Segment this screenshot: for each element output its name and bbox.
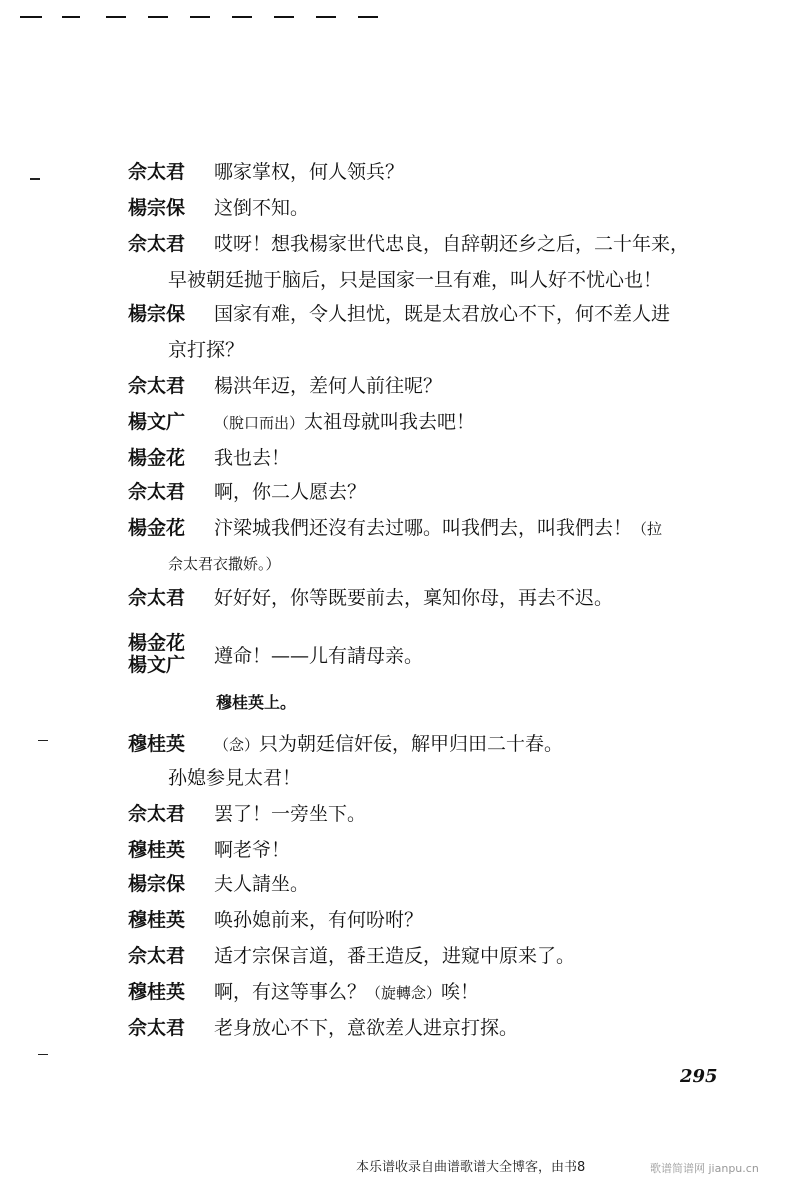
speaker-name: 楊宗保 [128,197,186,219]
stage-note: （拉 [632,520,663,538]
dialogue-text: 太祖母就叫我去吧！ [304,411,476,433]
dialogue-line [128,446,290,470]
dialogue-text: 啊，有这等事么？ [214,981,367,1003]
dialogue-text: 遵命！——儿有請母亲。 [214,645,424,667]
dialogue-line [128,1016,518,1040]
dual-speaker [128,632,185,676]
dialogue-line [128,586,613,610]
dialogue-text: 罢了！一旁坐下。 [214,803,367,825]
speaker-name: 佘太君 [128,375,186,397]
speaker-name: 佘太君 [128,481,186,503]
speaker-name: 楊文广 [128,654,186,676]
dialogue-text: 啊老爷！ [214,839,291,861]
dialogue-line [128,980,479,1005]
dash-mark [232,16,252,18]
dash-mark [148,16,168,18]
speaker-name: 佘太君 [128,161,186,183]
dialogue-text: 好好好，你等既要前去，稟知你母，再去不迟。 [214,587,614,609]
margin-tick [30,178,40,180]
dash-mark [358,16,378,18]
speaker-name: 穆桂英 [128,839,186,861]
watermark: 歌谱简谱网 jianpu.cn [650,1162,759,1175]
dialogue-continuation: 早被朝廷抛于脑后，只是国家一旦有难，叫人好不忧心也！ [168,269,663,291]
dialogue-text: 国家有难，令人担忧，既是太君放心不下，何不差人进 [214,303,671,325]
speaker-name: 佘太君 [128,803,186,825]
dialogue-text: 哪家掌权，何人领兵？ [214,161,405,183]
stage-note: （脫口而出） [214,414,305,432]
dialogue-text: 唉！ [441,981,480,1003]
dialogue-text: 啊，你二人愿去？ [214,481,367,503]
margin-tick [38,740,48,741]
dialogue-continuation: 京打探？ [168,339,245,361]
speaker-name: 佘太君 [128,1017,186,1039]
speaker-name: 佘太君 [128,945,186,967]
dialogue-line [128,196,309,220]
dialogue-line [128,302,670,326]
dialogue-line [128,232,689,256]
dialogue-text: 唤孙媳前来，有何吩咐？ [214,909,424,931]
stage-note: （念） [214,736,260,754]
speaker-name: 穆桂英 [128,733,186,755]
dash-mark [62,16,80,18]
dialogue-line [128,516,662,541]
dialogue-line [128,872,309,896]
footer-credit: 本乐谱收录自曲谱歌谱大全博客，由书8 [356,1160,586,1175]
dialogue-continuation: 孙媳参見太君！ [168,767,302,789]
speaker-name: 楊宗保 [128,873,186,895]
speaker-name: 楊宗保 [128,303,186,325]
speaker-name: 佘太君 [128,587,186,609]
dialogue-line [128,374,442,398]
speaker-name: 楊文广 [128,411,186,433]
dialogue-text: 楊洪年迈，差何人前往呢？ [214,375,443,397]
page-number: 295 [680,1066,718,1087]
dialogue-text: 哎呀！想我楊家世代忠良，自辞朝还乡之后，二十年来， [214,233,690,255]
dash-mark [190,16,210,18]
dialogue-line [128,480,366,504]
dialogue-line [128,908,423,932]
speaker-name: 楊金花 [128,632,186,654]
dash-mark [106,16,126,18]
dialogue-text: 适才宗保言道，番王造反，进窥中原来了。 [214,945,576,967]
speaker-name: 穆桂英 [128,981,186,1003]
speaker-name: 楊金花 [128,517,186,539]
dialogue-line [128,838,290,862]
dash-mark [274,16,294,18]
dialogue-text: 老身放心不下，意欲差人进京打探。 [214,1017,519,1039]
dialogue-line [128,410,475,435]
stage-note-continuation: 佘太君衣撒娇。） [168,555,281,573]
speaker-name: 楊金花 [128,447,186,469]
margin-tick [38,1054,48,1055]
dialogue-text: 只为朝廷信奸佞，解甲归田二十春。 [259,733,564,755]
stage-direction: 穆桂英上。 [216,693,297,712]
dash-mark [20,16,42,18]
dialogue-line [128,944,575,968]
dialogue-text: 汴梁城我們还沒有去过哪。叫我們去，叫我們去！ [214,517,633,539]
dialogue-line [128,160,404,184]
dash-mark [316,16,336,18]
dialogue-text: 夫人請坐。 [214,873,310,895]
speaker-name: 穆桂英 [128,909,186,931]
dialogue-text: 这倒不知。 [214,197,310,219]
dialogue-line [128,802,366,826]
top-dash-rule [18,6,388,26]
speaker-name: 佘太君 [128,233,186,255]
dialogue-text: 我也去！ [214,447,291,469]
stage-note: （旋轉念） [366,984,442,1002]
dialogue-line [128,732,563,757]
